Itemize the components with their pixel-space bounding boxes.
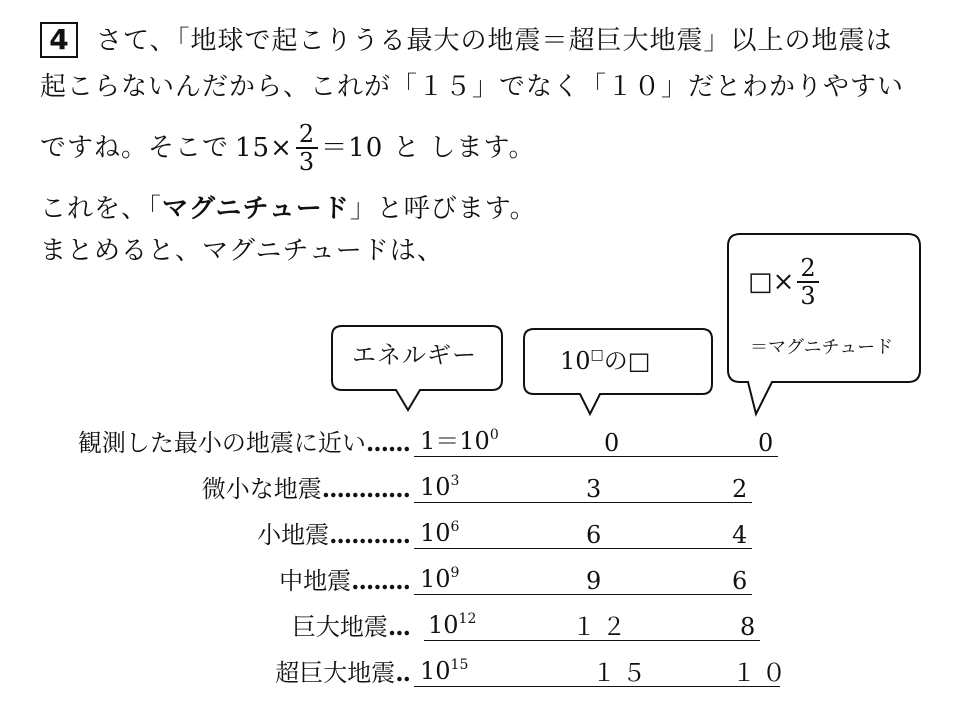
energy-base: 10 (420, 565, 451, 593)
table-row-1-energy (420, 472, 459, 502)
table-row-4-exponent: １２ (572, 613, 632, 641)
power-base: 10 (560, 347, 591, 375)
energy-base: 10 (420, 657, 451, 685)
table-row-3-energy (420, 564, 459, 594)
table-row-0-magnitude: 0 (758, 429, 774, 457)
table-row-1-magnitude: 2 (732, 475, 748, 503)
paragraph-line-5: まとめると、マグニチュードは、 (40, 236, 444, 266)
table-row-3-underline (414, 594, 752, 595)
line3-pre-text: ですね。そこで (40, 133, 230, 163)
paragraph-line-2: 起こらないんだから、これが「１５」でなく「１０」だとわかりやすい (40, 72, 905, 102)
energy-superscript: 6 (450, 519, 460, 535)
line3-post-text: と します。 (393, 133, 536, 163)
table-row-0-underline (414, 456, 778, 457)
formula-fraction-numerator: 2 (797, 255, 818, 283)
formula-fraction (797, 255, 818, 309)
table-row-4-label (30, 612, 410, 642)
table-row-0-exponent: 0 (604, 429, 620, 457)
table-row-2-underline (414, 548, 752, 549)
energy-base: 10 (420, 473, 451, 501)
row-label-dots: .. (395, 658, 410, 687)
power-tail: の□ (603, 347, 651, 375)
energy-superscript: 3 (450, 473, 460, 489)
table-row-2-magnitude: 4 (732, 521, 748, 549)
table-row-3-exponent: 9 (586, 567, 602, 595)
table-row-3-label (30, 566, 410, 596)
row-label-text: 中地震 (279, 567, 352, 595)
row-label-text: 小地震 (257, 521, 330, 549)
formula-expression (748, 252, 822, 312)
table-row-2-exponent: 6 (586, 521, 602, 549)
magnitude-term: マグニチュード (162, 194, 350, 224)
table-row-5-magnitude: １０ (732, 659, 792, 687)
row-label-text: 巨大地震 (291, 613, 388, 641)
power-superscript: □ (590, 347, 604, 363)
row-label-dots: ............ (321, 474, 410, 503)
question-number: 4 (40, 22, 78, 58)
line4-pre-text: これを、「 (40, 194, 163, 224)
formula-result: ＝マグニチュード (750, 337, 894, 358)
table-row-2-label (30, 520, 410, 550)
row-label-dots: ...... (365, 428, 410, 457)
table-row-2-energy (420, 518, 459, 548)
table-row-0-energy (420, 426, 499, 456)
energy-base: 1＝10 (420, 427, 490, 455)
table-row-5-energy (420, 656, 468, 686)
line3-equals: ＝10 (321, 133, 384, 163)
row-label-dots: ........... (329, 520, 410, 549)
table-row-1-underline (414, 502, 752, 503)
table-row-5-underline (414, 686, 780, 687)
table-row-5-label (30, 658, 410, 688)
energy-base: 10 (428, 611, 459, 639)
row-label-text: 微小な地震 (201, 475, 322, 503)
table-row-4-underline (424, 640, 760, 641)
formula-fraction-denominator: 3 (800, 282, 816, 310)
table-row-0-label (30, 428, 410, 458)
row-label-dots: ... (387, 612, 410, 641)
line3-fraction-denominator: 3 (298, 148, 316, 176)
table-row-1-exponent: 3 (586, 475, 602, 503)
paragraph-line-1: さて、「地球で起こりうる最大の地震＝超巨大地震」以上の地震は (96, 26, 893, 56)
energy-bubble-text: エネルギー (352, 341, 477, 369)
energy-base: 10 (420, 519, 451, 547)
energy-superscript: 0 (489, 427, 499, 443)
line4-post-text: 」と呼びます。 (349, 194, 537, 224)
row-label-text: 超巨大地震 (275, 659, 396, 687)
row-label-dots: ........ (351, 566, 410, 595)
row-label-text: 観測した最小の地震に近い (77, 429, 366, 457)
energy-superscript: 9 (450, 565, 460, 581)
energy-superscript: 15 (450, 657, 469, 673)
line3-fraction-numerator: 2 (296, 121, 318, 149)
table-row-3-magnitude: 6 (732, 567, 748, 595)
line3-expression: 15× (235, 133, 293, 163)
table-row-5-exponent: １５ (592, 659, 652, 687)
table-row-4-energy (428, 610, 476, 640)
table-row-1-label (30, 474, 410, 504)
formula-box-times: □× (748, 267, 795, 297)
energy-superscript: 12 (458, 611, 477, 627)
table-row-4-magnitude: 8 (740, 613, 756, 641)
power-bubble-text (560, 346, 650, 376)
